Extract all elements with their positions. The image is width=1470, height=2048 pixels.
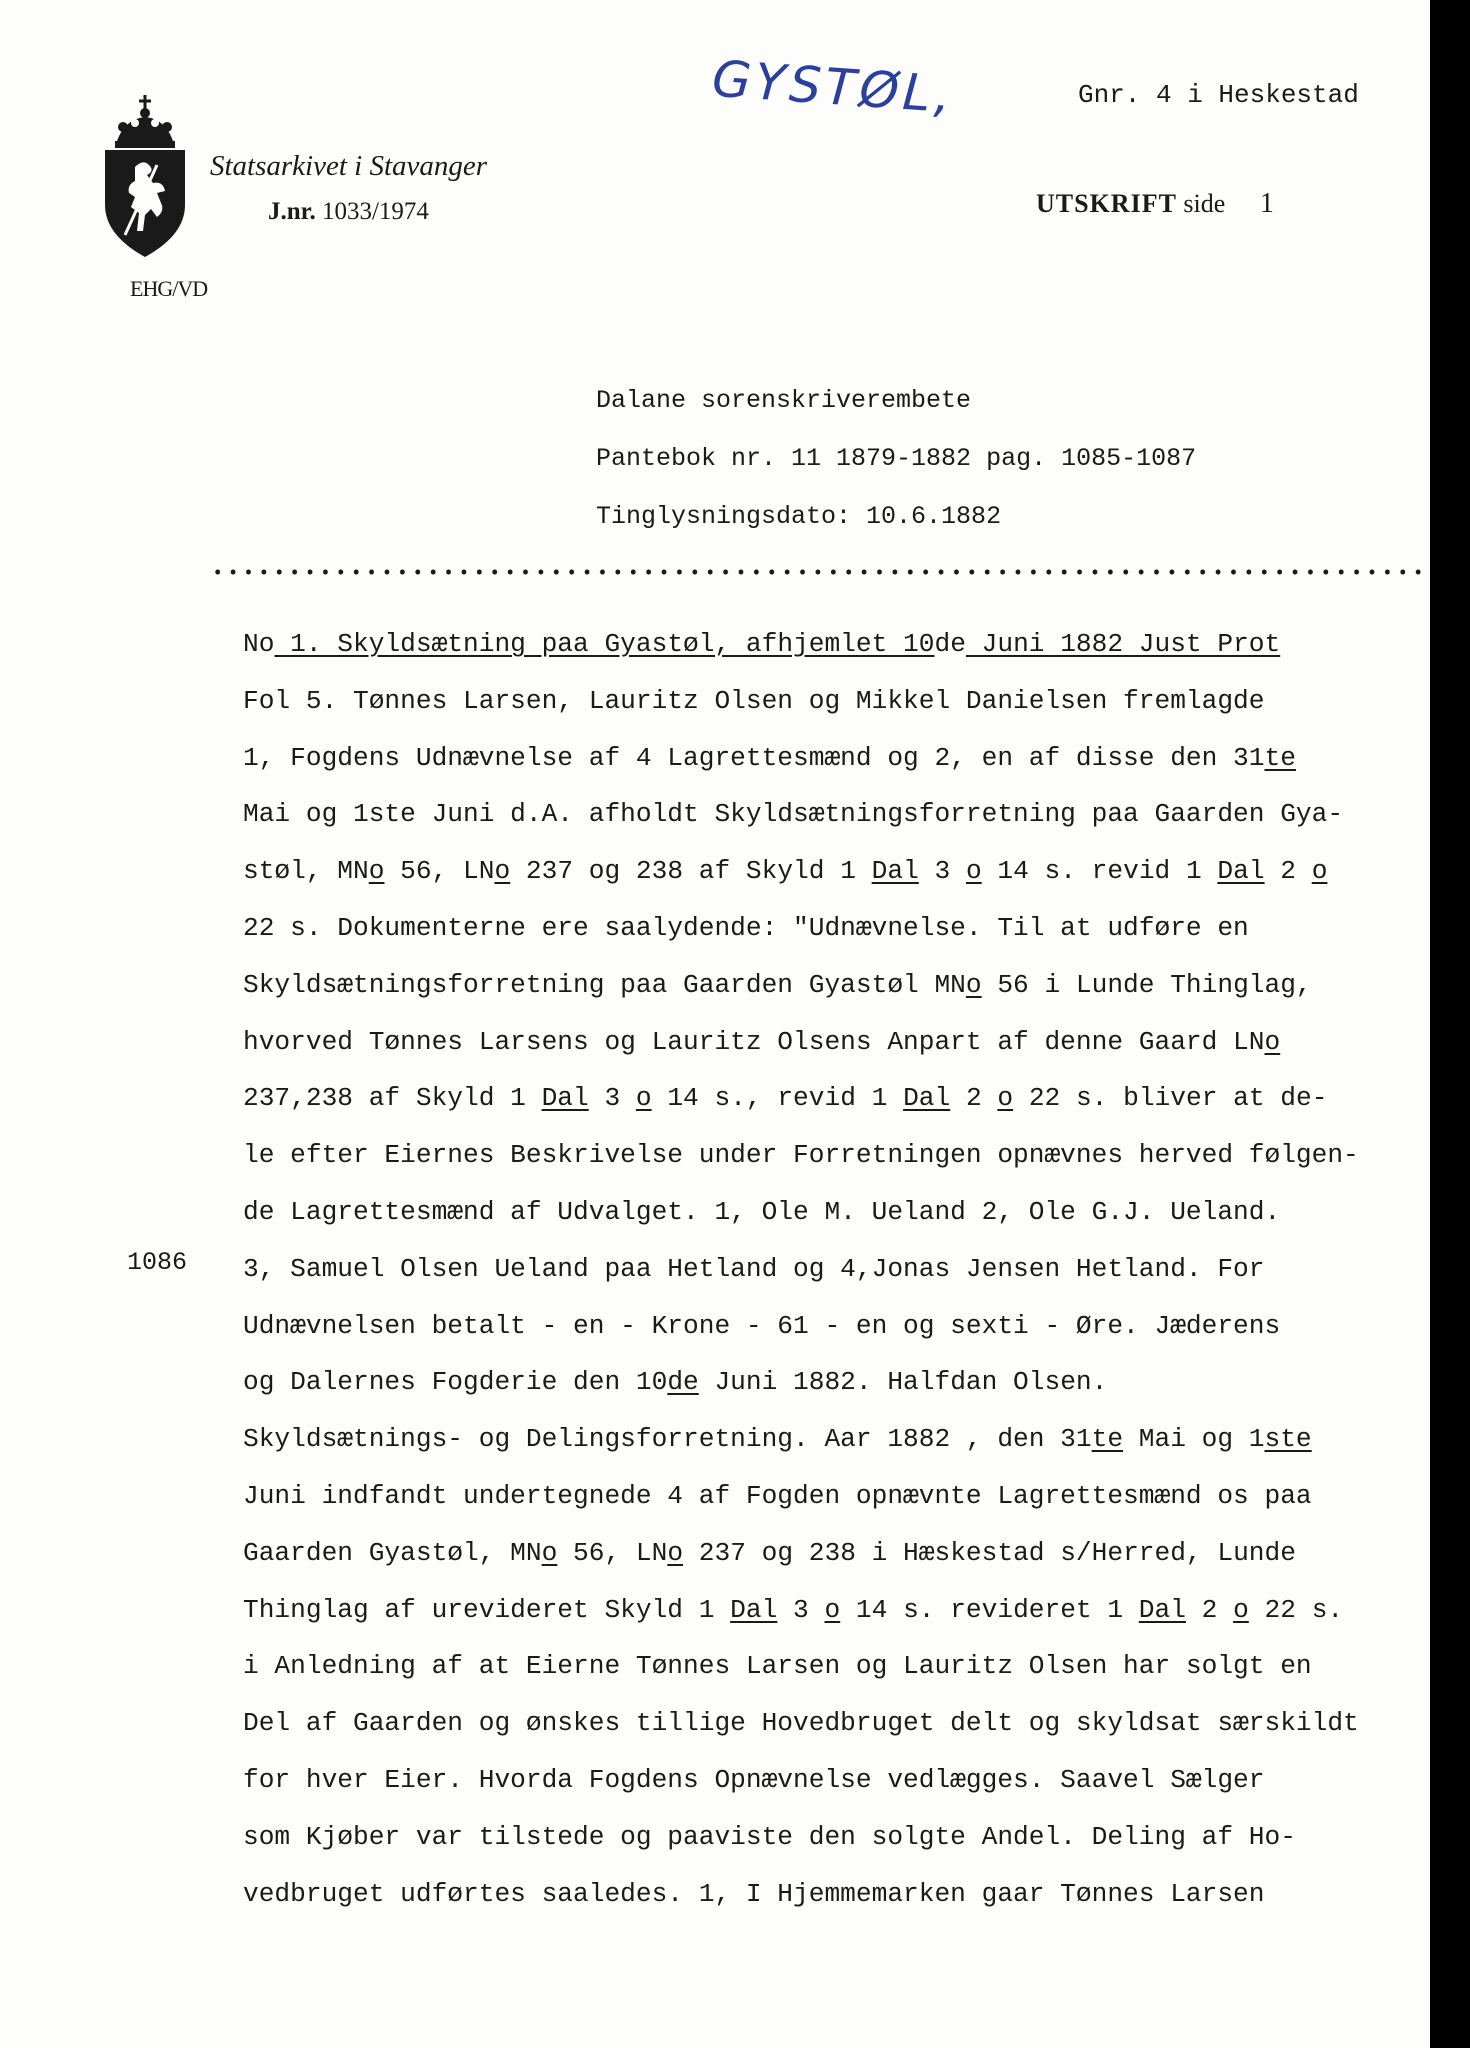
text-line xyxy=(243,616,1428,673)
text-segment: 22 s. Dokumenterne ere saalydende: "Udnævnelse. Til at udføre en xyxy=(243,912,1249,943)
text-segment: 2 xyxy=(1185,1594,1234,1625)
margin-page-number: 1086 xyxy=(127,1248,188,1277)
text-segment: de Lagrettesmænd af Udvalget. 1, Ole M. Ueland 2, Ole G.J. Ueland. xyxy=(243,1196,1281,1227)
page-label-title: UTSKRIFT xyxy=(1036,189,1177,218)
text-segment: 2 xyxy=(1264,856,1312,887)
text-segment: 56 i Lunde Thinglag, xyxy=(981,969,1312,1000)
text-line xyxy=(243,1184,1428,1241)
text-line xyxy=(243,1525,1428,1582)
text-segment: Thinglag af urevideret Skyld 1 xyxy=(243,1594,731,1625)
underlined-abbreviation: Dal xyxy=(871,856,919,887)
text-segment: 3 xyxy=(588,1083,636,1114)
text-segment: Del af Gaarden og ønskes tillige Hovedbruget delt og skyldsat særskildt xyxy=(243,1708,1359,1739)
underlined-abbreviation: o xyxy=(1264,1026,1281,1057)
text-line xyxy=(243,843,1428,900)
text-line xyxy=(243,1354,1428,1411)
handwritten-note: GYSTØL, xyxy=(710,49,957,125)
norwegian-coat-of-arms-icon xyxy=(95,95,195,260)
underlined-abbreviation: o xyxy=(667,1537,684,1568)
underlined-abbreviation: de xyxy=(667,1367,699,1398)
underlined-abbreviation: Dal xyxy=(730,1594,778,1625)
underlined-abbreviation: Juni 1882 Just Prot xyxy=(965,629,1281,659)
text-line xyxy=(243,1468,1428,1525)
page-label xyxy=(1036,188,1274,220)
text-line xyxy=(243,1809,1428,1866)
text-segment: Mai og 1ste Juni d.A. afholdt Skyldsætningsforretning paa Gaarden Gya- xyxy=(243,799,1344,830)
text-line xyxy=(243,957,1428,1014)
text-line xyxy=(243,1070,1428,1127)
text-line xyxy=(243,1241,1428,1298)
text-segment: 14 s. revideret 1 xyxy=(840,1594,1139,1625)
underlined-abbreviation: te xyxy=(1264,742,1296,773)
source-book: Pantebok nr. 11 1879-1882 pag. 1085-1087 xyxy=(596,444,1197,473)
transcription-text xyxy=(243,616,1428,1922)
underlined-abbreviation: o xyxy=(1311,856,1328,887)
source-date: Tinglysningsdato: 10.6.1882 xyxy=(596,502,1002,531)
text-segment: i Anledning af at Eierne Tønnes Larsen og Lauritz Olsen har solgt en xyxy=(243,1651,1312,1682)
text-segment: 237 og 238 af Skyld 1 xyxy=(510,856,872,887)
underlined-abbreviation: o xyxy=(1233,1594,1249,1625)
text-line xyxy=(243,1752,1428,1809)
text-segment: de xyxy=(934,629,966,659)
text-segment: Fol 5. Tønnes Larsen, Lauritz Olsen og Mikkel Danielsen fremlagde xyxy=(243,685,1265,716)
text-segment: le efter Eiernes Beskrivelse under Forretningen opnævnes herved følgen- xyxy=(243,1140,1359,1171)
text-line xyxy=(243,1127,1428,1184)
page-label-side: side xyxy=(1183,189,1226,218)
text-line xyxy=(243,730,1428,787)
text-line xyxy=(243,900,1428,957)
text-segment: 3 xyxy=(918,856,966,887)
underlined-abbreviation: o xyxy=(824,1594,841,1625)
farm-reference: Gnr. 4 i Heskestad xyxy=(1078,80,1359,110)
source-office: Dalane sorenskriverembete xyxy=(596,386,972,415)
underlined-abbreviation: o xyxy=(965,969,982,1000)
text-segment: 237,238 af Skyld 1 xyxy=(243,1083,542,1114)
text-segment: No xyxy=(243,629,275,659)
underlined-abbreviation: o xyxy=(368,856,385,887)
text-segment: som Kjøber var tilstede og paaviste den solgte Andel. Deling af Ho- xyxy=(243,1821,1296,1852)
text-segment: 237 og 238 i Hæskestad s/Herred, Lunde xyxy=(683,1537,1296,1568)
text-segment: 14 s., revid 1 xyxy=(651,1083,904,1114)
text-segment: Skyldsætningsforretning paa Gaarden Gyastøl MN xyxy=(243,969,966,1000)
text-line xyxy=(243,1695,1428,1752)
text-segment: 3 xyxy=(777,1594,825,1625)
journal-number xyxy=(268,198,429,226)
text-segment: og Dalernes Fogderie den 10 xyxy=(243,1367,668,1398)
underlined-abbreviation: ste xyxy=(1264,1424,1312,1455)
underlined-abbreviation: Dal xyxy=(1217,856,1265,887)
text-segment: 2 xyxy=(950,1083,998,1114)
text-segment: Juni indfandt undertegnede 4 af Fogden opnævnte Lagrettesmænd os paa xyxy=(243,1480,1312,1511)
text-segment: Udnævnelsen betalt - en - Krone - 61 - en og sexti - Øre. Jæderens xyxy=(243,1310,1281,1341)
underlined-abbreviation: Dal xyxy=(903,1083,951,1114)
text-segment: 1, Fogdens Udnævnelse af 4 Lagrettesmænd og 2, en af disse den 31 xyxy=(243,742,1265,773)
text-segment: 56, LN xyxy=(557,1537,668,1568)
text-line xyxy=(243,1866,1428,1923)
underlined-abbreviation: o xyxy=(965,856,982,887)
underlined-abbreviation: o xyxy=(494,856,511,887)
text-line xyxy=(243,673,1428,730)
underlined-abbreviation: 1. Skyldsætning paa Gyastøl, afhjemlet 10 xyxy=(274,629,935,659)
archive-name: Statsarkivet i Stavanger xyxy=(210,150,488,182)
text-segment: vedbruget udførtes saaledes. 1, I Hjemmemarken gaar Tønnes Larsen xyxy=(243,1878,1265,1909)
text-segment: Mai og 1 xyxy=(1123,1424,1265,1455)
text-segment: Gaarden Gyastøl, MN xyxy=(243,1537,542,1568)
text-segment: 3, Samuel Olsen Ueland paa Hetland og 4,Jonas Jensen Hetland. For xyxy=(243,1253,1265,1284)
underlined-abbreviation: Dal xyxy=(541,1083,589,1114)
text-segment: hvorved Tønnes Larsens og Lauritz Olsens Anpart af denne Gaard LN xyxy=(243,1026,1265,1057)
text-segment: 22 s. xyxy=(1248,1594,1344,1625)
underlined-abbreviation: Dal xyxy=(1138,1594,1186,1625)
text-segment: for hver Eier. Hvorda Fogdens Opnævnelse vedlægges. Saavel Sælger xyxy=(243,1764,1265,1795)
journal-label: J.nr. xyxy=(268,198,316,225)
text-line xyxy=(243,1411,1428,1468)
underlined-abbreviation: o xyxy=(997,1083,1014,1114)
text-line xyxy=(243,1582,1428,1639)
underlined-abbreviation: o xyxy=(635,1083,652,1114)
text-line xyxy=(243,1638,1428,1695)
text-segment: Juni 1882. Halfdan Olsen. xyxy=(698,1367,1108,1398)
text-line xyxy=(243,1014,1428,1071)
underlined-abbreviation: te xyxy=(1091,1424,1124,1455)
text-segment: 14 s. revid 1 xyxy=(981,856,1218,887)
page-number: 1 xyxy=(1259,188,1274,219)
clerk-initials: EHG/VD xyxy=(130,276,208,301)
dotted-separator xyxy=(210,568,1428,576)
text-segment: Skyldsætnings- og Delingsforretning. Aar 1882 , den 31 xyxy=(243,1424,1092,1455)
underlined-abbreviation: o xyxy=(541,1537,558,1568)
text-line xyxy=(243,1298,1428,1355)
journal-value: 1033/1974 xyxy=(321,198,429,225)
text-segment: 22 s. bliver at de- xyxy=(1013,1083,1328,1114)
text-segment: støl, MN xyxy=(243,856,369,887)
text-line xyxy=(243,786,1428,843)
text-segment: 56, LN xyxy=(384,856,495,887)
